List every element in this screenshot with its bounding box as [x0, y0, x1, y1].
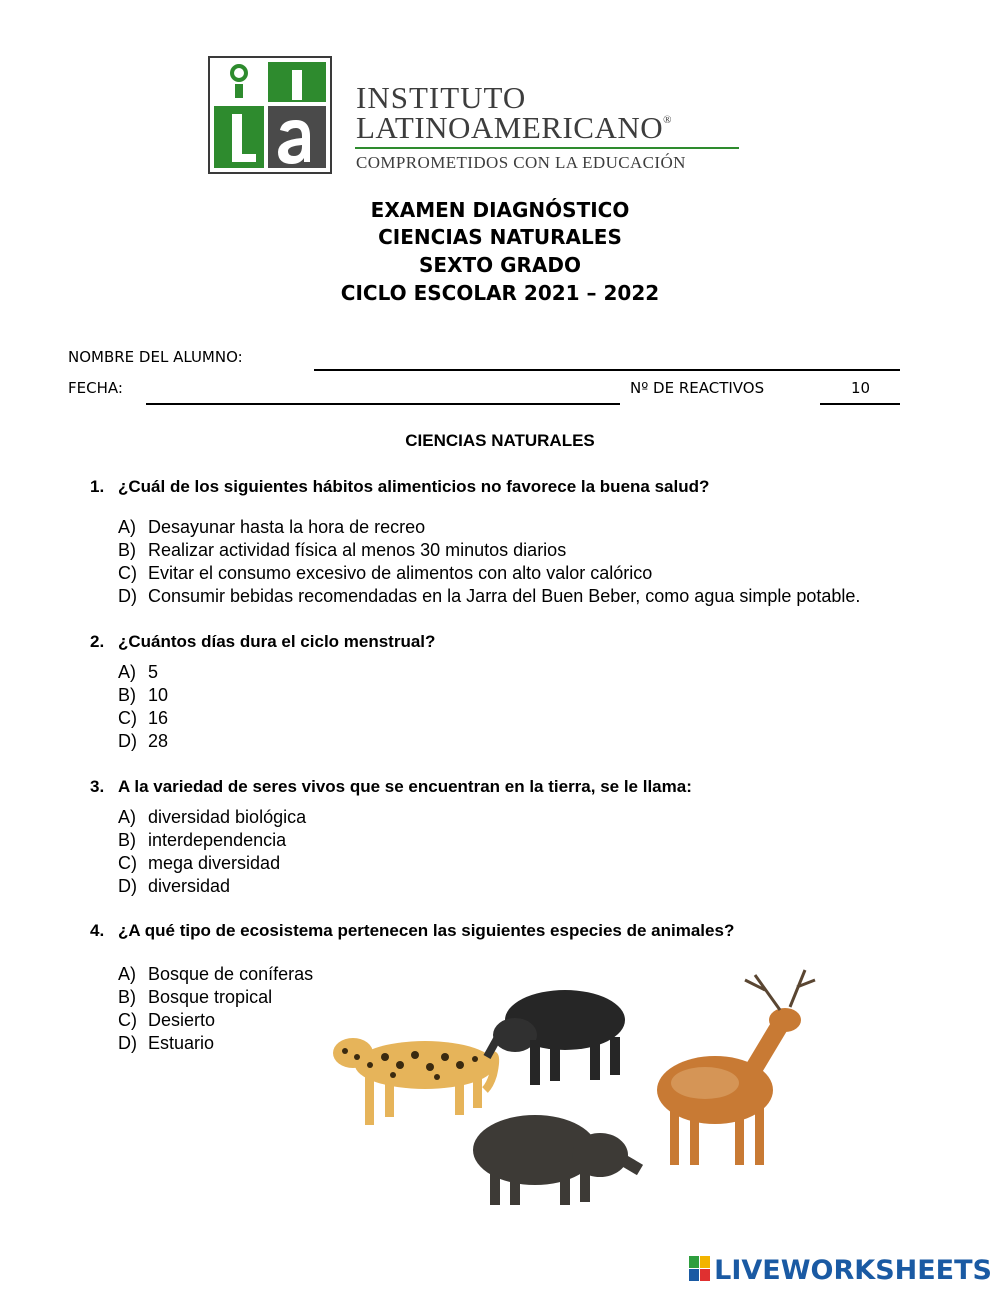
option-letter: C)	[118, 708, 137, 728]
q1-option-a[interactable]	[118, 517, 425, 538]
logo-divider	[355, 147, 739, 149]
option-text: Desayunar hasta la hora de recreo	[148, 517, 426, 537]
option-text: 10	[148, 685, 169, 705]
option-letter: B)	[118, 830, 136, 850]
option-letter: C)	[118, 1010, 137, 1030]
option-text: 5	[148, 662, 159, 682]
option-text: Realizar actividad física al menos 30 minutos diarios	[148, 540, 567, 560]
q3-option-a[interactable]	[118, 807, 306, 828]
question-number: 4.	[90, 921, 105, 940]
date-field[interactable]	[146, 403, 620, 405]
question-text: ¿A qué tipo de ecosistema pertenecen las siguientes especies de animales?	[118, 921, 735, 940]
registered-mark: ®	[663, 114, 673, 126]
logo-mark-graphic	[210, 58, 330, 172]
option-text: 28	[148, 731, 169, 751]
option-text: Bosque tropical	[148, 987, 273, 1007]
question-number: 3.	[90, 777, 105, 796]
q4-option-b[interactable]	[118, 987, 272, 1008]
option-text: Estuario	[148, 1033, 215, 1053]
tapir-image	[487, 990, 625, 1085]
items-count-line	[820, 403, 900, 405]
wild-boar-image	[473, 1115, 640, 1205]
option-letter: A)	[118, 807, 136, 827]
option-letter: D)	[118, 731, 137, 751]
option-text: Desierto	[148, 1010, 216, 1030]
q3-option-c[interactable]	[118, 853, 280, 874]
q2-option-c[interactable]	[118, 708, 168, 729]
q1-option-c[interactable]	[118, 563, 652, 584]
option-letter: C)	[118, 853, 137, 873]
student-name-label: NOMBRE DEL ALUMNO:	[68, 348, 243, 366]
option-letter: B)	[118, 685, 136, 705]
q1-option-b[interactable]	[118, 540, 566, 561]
logo-mark	[208, 56, 332, 174]
option-letter: C)	[118, 563, 137, 583]
student-name-field[interactable]	[314, 369, 900, 371]
q4-option-a[interactable]	[118, 964, 313, 985]
q2-option-d[interactable]	[118, 731, 168, 752]
option-text: Bosque de coníferas	[148, 964, 314, 984]
option-letter: D)	[118, 1033, 137, 1053]
option-letter: D)	[118, 876, 137, 896]
option-text: interdependencia	[148, 830, 287, 850]
q1-option-d[interactable]	[118, 586, 860, 607]
option-text: mega diversidad	[148, 853, 281, 873]
question-text: ¿Cuántos días dura el ciclo menstrual?	[118, 632, 436, 651]
items-count-label: Nº DE REACTIVOS	[630, 379, 765, 397]
q2-option-a[interactable]	[118, 662, 158, 683]
q4-option-c[interactable]	[118, 1010, 215, 1031]
option-letter: B)	[118, 987, 136, 1007]
animals-illustration	[325, 965, 825, 1215]
jaguar-image	[333, 1038, 495, 1125]
date-label: FECHA:	[68, 379, 123, 397]
q4-option-d[interactable]	[118, 1033, 214, 1054]
option-letter: A)	[118, 517, 136, 537]
question-3	[90, 777, 692, 797]
logo-tagline: COMPROMETIDOS CON LA EDUCACIÓN	[356, 153, 686, 172]
option-text: diversidad biológica	[148, 807, 307, 827]
exam-title: EXAMEN DIAGNÓSTICO	[370, 198, 630, 222]
question-number: 1.	[90, 477, 105, 496]
deer-image	[657, 970, 815, 1165]
liveworksheets-logo	[689, 1255, 992, 1289]
option-letter: A)	[118, 662, 136, 682]
question-number: 2.	[90, 632, 105, 651]
question-1	[90, 477, 709, 497]
question-4	[90, 921, 734, 941]
subject-title: CIENCIAS NATURALES	[378, 225, 622, 249]
school-year-title: CICLO ESCOLAR 2021 – 2022	[340, 281, 660, 305]
q2-option-b[interactable]	[118, 685, 168, 706]
option-letter: D)	[118, 586, 137, 606]
option-text: Evitar el consumo excesivo de alimentos con alto valor calórico	[148, 563, 653, 583]
option-text: 16	[148, 708, 169, 728]
question-text: A la variedad de seres vivos que se encuentran en la tierra, se le llama:	[118, 777, 692, 796]
logo-name-line2-text: LATINOAMERICANO	[356, 110, 664, 145]
option-letter: B)	[118, 540, 136, 560]
question-text: ¿Cuál de los siguientes hábitos alimenticios no favorece la buena salud?	[118, 477, 710, 496]
section-title: CIENCIAS NATURALES	[405, 431, 595, 450]
grade-title: SEXTO GRADO	[419, 253, 581, 277]
option-text: diversidad	[148, 876, 231, 896]
option-letter: A)	[118, 964, 136, 984]
liveworksheets-icon	[689, 1256, 711, 1289]
logo-name-line1: INSTITUTO	[356, 80, 527, 115]
q3-option-d[interactable]	[118, 876, 230, 897]
items-count-value: 10	[851, 379, 871, 397]
logo-name-line2	[356, 110, 672, 146]
q3-option-b[interactable]	[118, 830, 286, 851]
liveworksheets-brand: LIVEWORKSHEETS	[714, 1255, 992, 1286]
question-2	[90, 632, 435, 652]
option-text: Consumir bebidas recomendadas en la Jarra del Buen Beber, como agua simple potable.	[148, 586, 861, 606]
